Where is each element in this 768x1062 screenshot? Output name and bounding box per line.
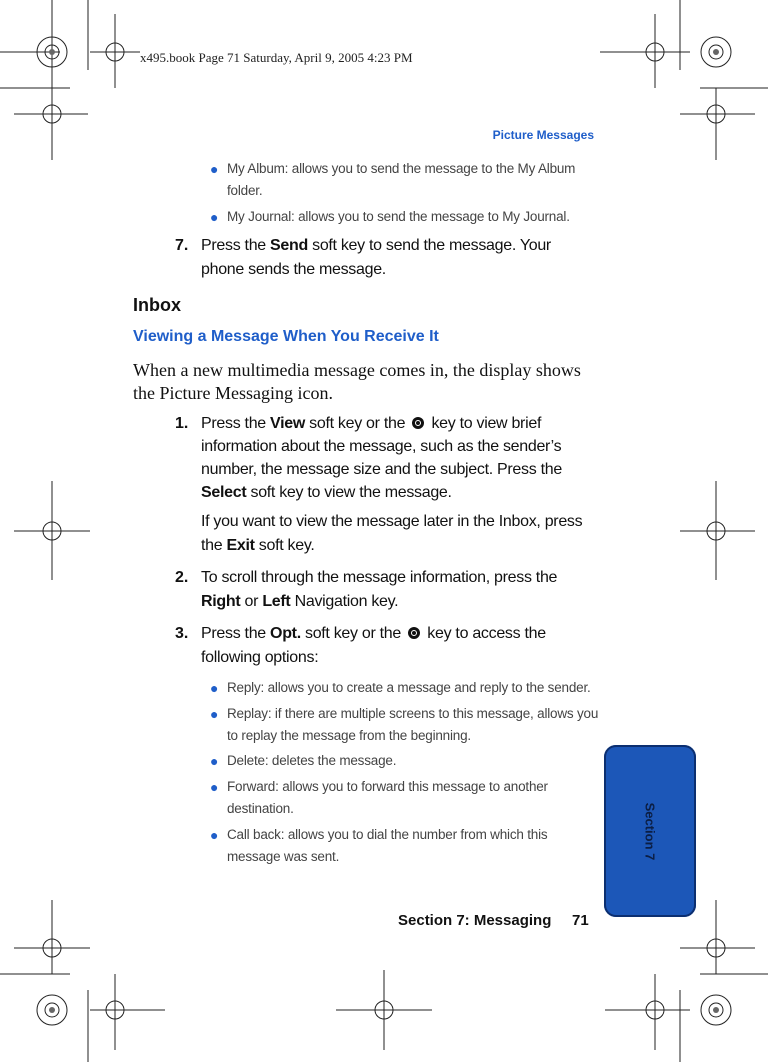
section-title: Inbox: [133, 295, 181, 315]
opt-key-label: Opt.: [270, 625, 301, 642]
running-head: Picture Messages: [492, 128, 594, 142]
bullet-icon: ●: [210, 779, 219, 795]
step-7: 7. Press the Send soft key to send the message. Your phone sends the message.: [175, 237, 551, 278]
bullet-icon: ●: [210, 706, 219, 722]
right-key-label: Right: [201, 593, 241, 610]
list-item: ● Delete: deletes the message.: [210, 750, 600, 772]
list-item: ● Reply: allows you to create a message and reply to the sender.: [210, 677, 600, 699]
list-item: ● Forward: allows you to forward this message to another destination.: [210, 776, 600, 820]
section-tab: [604, 745, 696, 917]
list-item: ● Replay: if there are multiple screens to this message, allows you to replay the message from the beginning.: [210, 703, 600, 747]
list-item: ● My Journal: allows you to send the message to My Journal.: [210, 206, 600, 228]
intro-paragraph: When a new multimedia message comes in, the display shows the Picture Messaging icon.: [133, 360, 581, 403]
step-1-note: If you want to view the message later in the Inbox, press the Exit soft key.: [201, 513, 583, 554]
bullet-icon: ●: [210, 209, 219, 225]
footer-title: Section 7: Messaging: [398, 912, 552, 929]
select-key-label: Select: [201, 484, 247, 501]
page-number: 71: [572, 912, 589, 929]
exit-key-label: Exit: [226, 537, 255, 554]
section-tab-label: Section 7: [642, 802, 658, 860]
step-1: 1. Press the View soft key or the key to view brief information about the message, such as the sender’s number, the message size and the subject. Press the Select soft key to view the message.: [175, 415, 562, 501]
bullet-icon: ●: [210, 753, 219, 769]
bullet-icon: ●: [210, 827, 219, 843]
ok-key-icon: [408, 627, 420, 639]
ok-key-icon: [412, 417, 424, 429]
bullet-icon: ●: [210, 680, 219, 696]
list-item: ● Call back: allows you to dial the number from which this message was sent.: [210, 824, 600, 868]
list-item: ● My Album: allows you to send the message to the My Album folder.: [210, 158, 600, 202]
view-key-label: View: [270, 415, 306, 432]
book-header: x495.book Page 71 Saturday, April 9, 2005 4:23 PM: [140, 50, 413, 65]
step-3: 3. Press the Opt. soft key or the key to access the following options:: [175, 625, 546, 666]
send-key-label: Send: [270, 237, 308, 254]
bullet-icon: ●: [210, 161, 219, 177]
left-key-label: Left: [262, 593, 291, 610]
subheading: Viewing a Message When You Receive It: [133, 328, 439, 345]
step-2: 2. To scroll through the message information, press the Right or Left Navigation key.: [175, 569, 558, 610]
